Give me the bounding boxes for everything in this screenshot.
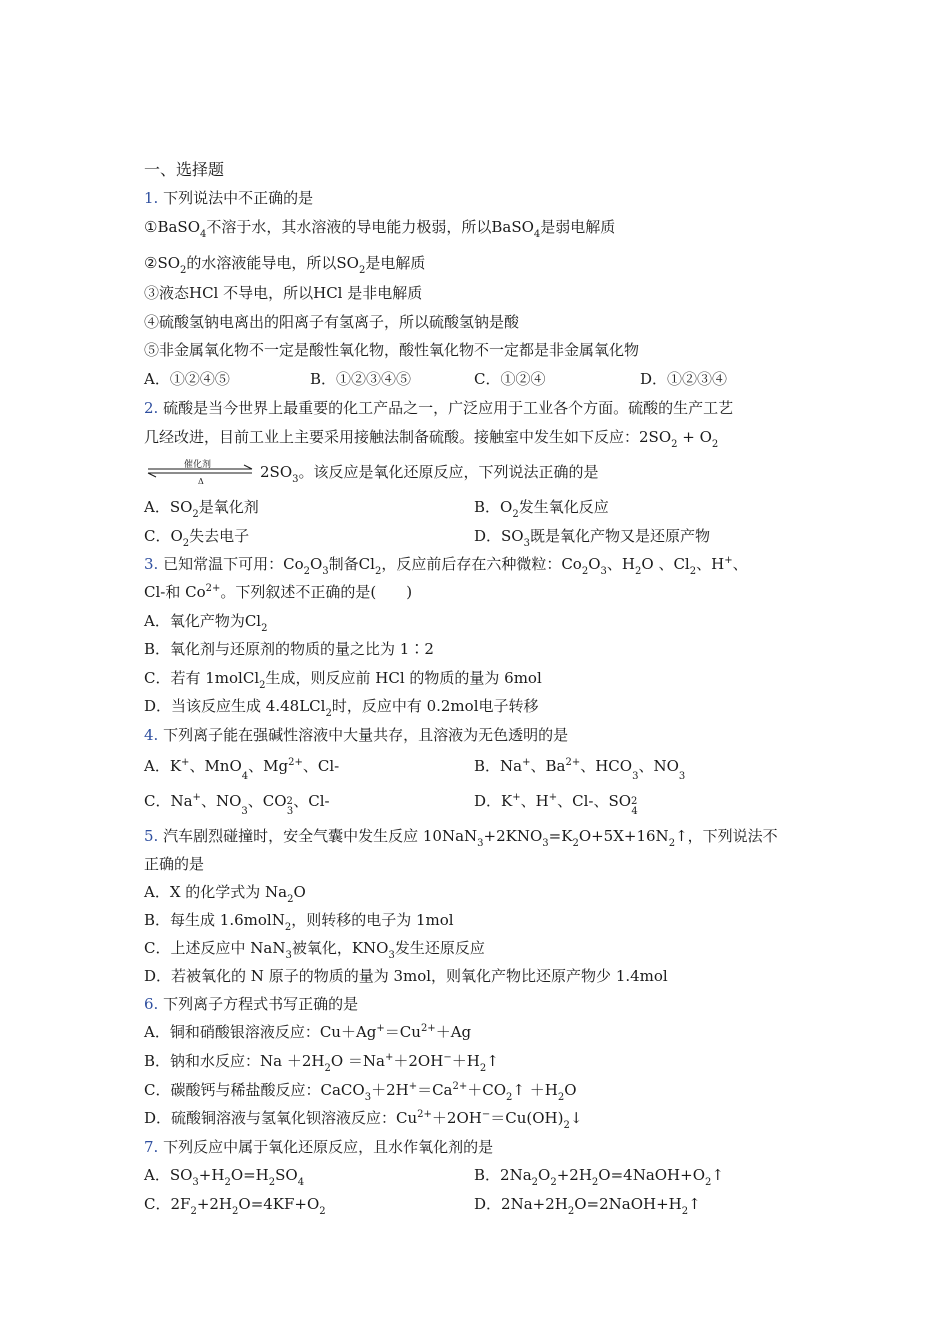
heat-symbol: Δ <box>198 477 204 486</box>
q3-option-d[interactable]: D．当该反应生成 4.48LCl$_2$时，反应中有 0.2mol电子转移 <box>144 697 539 719</box>
q7-option-a[interactable]: A．$SO_3+H_2O=H_2SO_4$ <box>144 1166 305 1188</box>
reversible-reaction-arrow <box>144 457 256 487</box>
q1-option-c[interactable]: C．①②④ <box>474 370 546 388</box>
question-2-line-2: 几经改进，目前工业上主要采用接触法制备硫酸。接触室中发生如下反应：$2SO_2 + O_2$ <box>144 428 719 450</box>
q6-option-a[interactable]: A．铜和硝酸银溶液反应：$Cu+Ag^+=Cu^{2+}+Ag$ <box>144 1023 472 1041</box>
q1-statement-4: ④硫酸氢钠电离出的阳离子有氢离子，所以硫酸氢钠是酸 <box>144 313 520 331</box>
q4-option-c[interactable]: C．Na+、$NO_3$、$CO2_3$、Cl- <box>144 792 330 817</box>
q3-option-c[interactable]: C．若有 1molCl$_2$生成，则反应前 HCl 的物质的量为 6mol <box>144 669 542 691</box>
q7-option-d[interactable]: D．$2Na+2H_2O=2NaOH+H_2↑$ <box>474 1195 701 1217</box>
q2-option-a[interactable]: A．$SO_2$是氧化剂 <box>144 498 259 520</box>
q3-option-b[interactable]: B．氧化剂与还原剂的物质的量之比为 1∶2 <box>144 640 434 658</box>
question-3-line-1: 3. 已知常温下可用：$Co_2O_3$制备$Cl_2$，反应前后存在六种微粒：$Co_2O_3$、$H_2O$ 、$Cl_2$、H+、 <box>144 555 748 577</box>
q6-option-c[interactable]: C．碳酸钙与稀盐酸反应：$CaCO_3+2H^+=Ca^{2+}+CO_2↑ +H_2O$ <box>144 1081 577 1103</box>
question-3-line-2: Cl-和 $Co^{2+}$。下列叙述不正确的是( ) <box>144 583 413 601</box>
q4-option-a[interactable]: A．K+、MnO$_4$、$Mg^{2+}$、Cl- <box>144 757 340 782</box>
q5-option-c[interactable]: C．上述反应中 NaN$_3$被氧化，$KNO_3$发生还原反应 <box>144 939 485 961</box>
q4-option-b[interactable]: B．Na+、$Ba^{2+}$、$HCO_3$、$NO_3$ <box>474 757 686 782</box>
q5-option-a[interactable]: A．X 的化学式为 $Na_2O$ <box>144 883 306 905</box>
q1-statement-1: ①BaSO$_4$不溶于水，其水溶液的导电能力极弱，所以BaSO$_4$是弱电解质 <box>144 218 616 240</box>
q4-option-d[interactable]: D．K+、H+、Cl-、$SO2_4$ <box>474 792 638 817</box>
question-4-stem: 4. 下列离子能在强碱性溶液中大量共存，且溶液为无色透明的是 <box>144 726 569 744</box>
question-1-stem: 1. 下列说法中不正确的是 <box>144 189 314 207</box>
q5-option-d[interactable]: D．若被氧化的 N 原子的物质的量为 3mol，则氧化产物比还原产物少 1.4mol <box>144 967 668 985</box>
q6-option-d[interactable]: D．硫酸铜溶液与氢氧化钡溶液反应：$Cu^{2+}+2OH^-=Cu(OH)_2↓$ <box>144 1109 583 1131</box>
question-number: 7. <box>144 1138 159 1156</box>
q7-option-b[interactable]: B．$2Na_2O_2+2H_2O=4NaOH+O_2↑$ <box>474 1166 724 1188</box>
q1-statement-2: $②SO_2$的水溶液能导电，所以$SO_2$是电解质 <box>144 254 426 276</box>
question-number: 1. <box>144 189 159 207</box>
q2-option-c[interactable]: C．$O_2$失去电子 <box>144 527 250 549</box>
q1-statement-5: ⑤非金属氧化物不一定是酸性氧化物，酸性氧化物不一定都是非金属氧化物 <box>144 341 640 359</box>
q5-option-b[interactable]: B．每生成 1.6molN$_2$，则转移的电子为 1mol <box>144 911 454 933</box>
question-number: 2. <box>144 399 159 417</box>
question-7-stem: 7. 下列反应中属于氧化还原反应，且水作氧化剂的是 <box>144 1138 494 1156</box>
q2-option-d[interactable]: D．$SO_3$既是氧化产物又是还原产物 <box>474 527 710 549</box>
q1-option-b[interactable]: B．①②③④⑤ <box>310 370 412 388</box>
q1-option-d[interactable]: D．①②③④ <box>640 370 728 388</box>
section-title: 一、选择题 <box>144 160 225 179</box>
question-number: 4. <box>144 726 159 744</box>
q1-statement-3: ③液态HCl 不导电，所以HCl 是非电解质 <box>144 284 423 302</box>
q2-option-b[interactable]: B．$O_2$发生氧化反应 <box>474 498 609 520</box>
question-number: 3. <box>144 555 159 573</box>
catalyst-label: 催化剂 <box>184 460 212 470</box>
q6-option-b[interactable]: B．钠和水反应：$Na +2H_2O$ $=Na^++2OH^-+H_2↑$ <box>144 1052 499 1074</box>
question-2-line-3: $2SO_3$。该反应是氧化还原反应，下列说法正确的是 <box>260 463 599 485</box>
question-number: 6. <box>144 995 159 1013</box>
q3-option-a[interactable]: A．氧化产物为$Cl_2$ <box>144 612 268 634</box>
q1-option-a[interactable]: A．①②④⑤ <box>144 370 230 388</box>
question-2-line-1: 2. 硫酸是当今世界上最重要的化工产品之一，广泛应用于工业各个方面。硫酸的生产工艺 <box>144 399 734 417</box>
question-5-line-2: 正确的是 <box>144 855 205 873</box>
question-5-line-1: 5. 汽车剧烈碰撞时，安全气囊中发生反应 $10NaN_3+2KNO_3=K_2O+5X+16N_2↑$，下列说法不 <box>144 827 778 849</box>
question-number: 5. <box>144 827 159 845</box>
question-6-stem: 6. 下列离子方程式书写正确的是 <box>144 995 359 1013</box>
q7-option-c[interactable]: C．$2F_2+2H_2O=4KF+O_2$ <box>144 1195 326 1217</box>
